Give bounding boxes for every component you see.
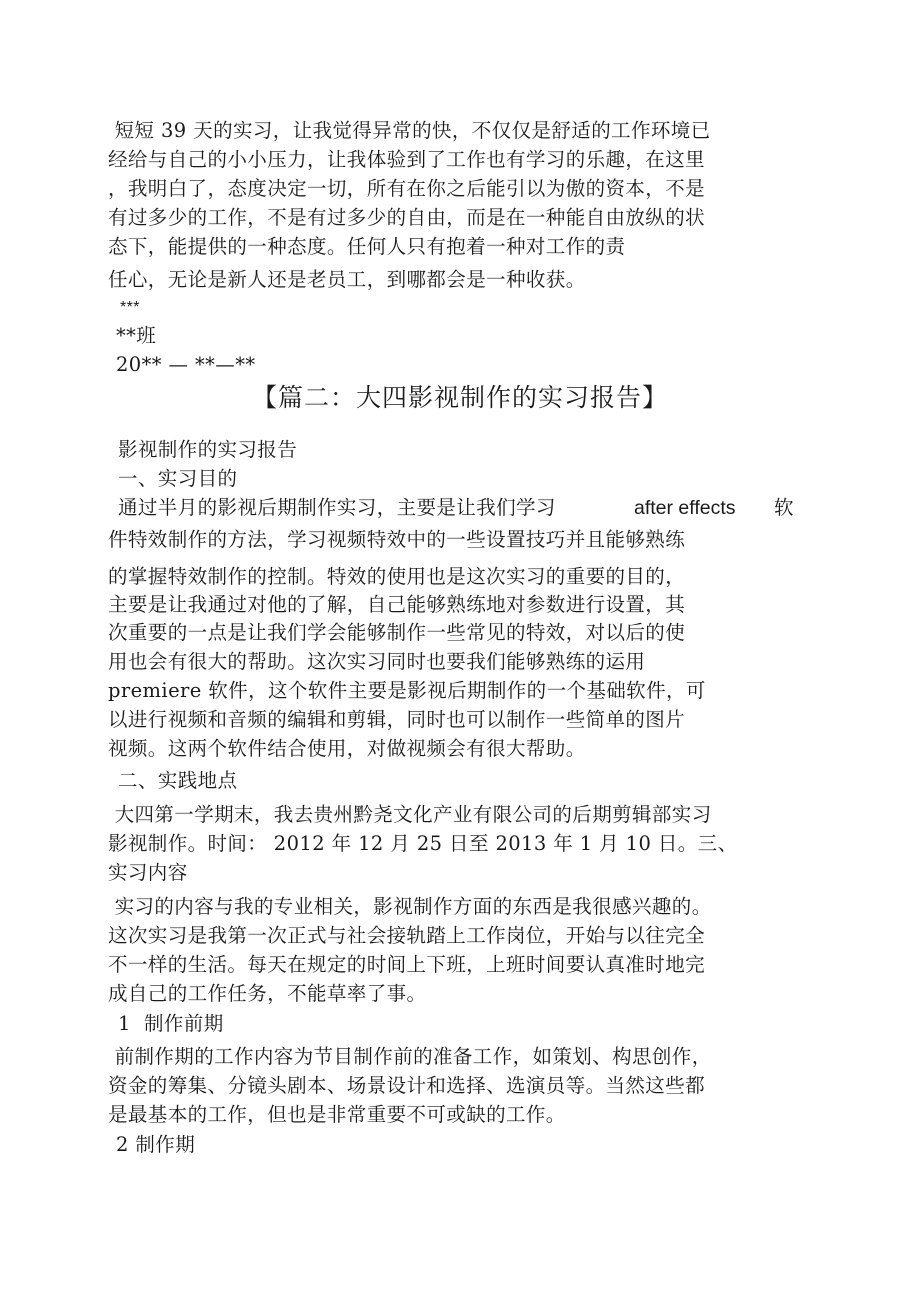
paragraph-line: 经给与自己的小小压力，让我体验到了工作也有学习的乐趣，在这里 <box>108 148 706 171</box>
paragraph-line: premiere 软件，这个软件主要是影视后期制作的一个基础软件，可 <box>108 679 706 702</box>
paragraph-line: 视频。这两个软件结合使用，对做视频会有很大帮助。 <box>108 737 586 760</box>
paragraph-line: 这次实习是我第一次正式与社会接轨踏上工作岗位，开始与以往完全 <box>108 924 706 947</box>
software-name: after effects <box>634 497 736 519</box>
signature-name: *** <box>120 299 140 316</box>
paragraph-line: 以进行视频和音频的编辑和剪辑，同时也可以制作一些简单的图片 <box>108 708 686 731</box>
signature-class: **班 <box>116 324 157 347</box>
paragraph-line: 的掌握特效制作的控制。特效的使用也是这次实习的重要的目的， <box>108 565 686 588</box>
section-title-purpose: 一、实习目的 <box>118 467 238 490</box>
paragraph-line: 用也会有很大的帮助。这次实习同时也要我们能够熟练的运用 <box>108 650 646 673</box>
paragraph-line: 不一样的生活。每天在规定的时间上下班，上班时间要认真准时地完 <box>108 953 706 976</box>
signature-date: 20** — **—** <box>116 353 256 376</box>
paragraph-line: ，我明白了，态度决定一切，所有在你之后能引以为傲的资本，不是 <box>108 177 706 200</box>
paragraph-line: 实习内容 <box>108 861 188 884</box>
paragraph-line: 态下，能提供的一种态度。任何人只有抱着一种对工作的责 <box>108 235 626 258</box>
paragraph-line-end: 软 <box>774 496 794 519</box>
paragraph-line: 任心，无论是新人还是老员工，到哪都会是一种收获。 <box>108 268 586 291</box>
paragraph-line: 通过半月的影视后期制作实习，主要是让我们学习 <box>118 496 556 519</box>
paragraph-line: 资金的筹集、分镜头剧本、场景设计和选择、选演员等。当然这些都 <box>108 1074 706 1097</box>
section-heading: 【篇二：大四影视制作的实习报告】 <box>251 383 668 412</box>
subsection-title-pre: 1 制作前期 <box>118 1012 224 1035</box>
subsection-title-production: 2 制作期 <box>116 1133 196 1156</box>
paragraph-line: 是最基本的工作，但也是非常重要不可或缺的工作。 <box>108 1103 566 1126</box>
paragraph-line: 有过多少的工作，不是有过多少的自由，而是在一种能自由放纵的状 <box>108 206 706 229</box>
paragraph-line: 主要是让我通过对他的了解，自己能够熟练地对参数进行设置，其 <box>108 593 686 616</box>
paragraph-line: 实习的内容与我的专业相关，影视制作方面的东西是我很感兴趣的。 <box>108 895 712 918</box>
paragraph-line: 影视制作。时间： 2012 年 12 月 25 日至 2013 年 1 月 10 日。三、 <box>108 832 738 855</box>
paragraph-line: 前制作期的工作内容为节目制作前的准备工作，如策划、构思创作， <box>108 1045 712 1068</box>
paragraph-line: 短短 39 天的实习，让我觉得异常的快，不仅仅是舒适的工作环境已 <box>108 119 711 142</box>
paragraph-line: 成自己的工作任务，不能草率了事。 <box>108 982 427 1005</box>
section-title-place: 二、实践地点 <box>118 769 238 792</box>
paragraph-line: 次重要的一点是让我们学会能够制作一些常见的特效，对以后的使 <box>108 621 686 644</box>
report-title: 影视制作的实习报告 <box>118 438 298 461</box>
paragraph-line: 件特效制作的方法，学习视频特效中的一些设置技巧并且能够熟练 <box>108 528 686 551</box>
paragraph-line: 大四第一学期末，我去贵州黔尧文化产业有限公司的后期剪辑部实习 <box>108 803 712 826</box>
